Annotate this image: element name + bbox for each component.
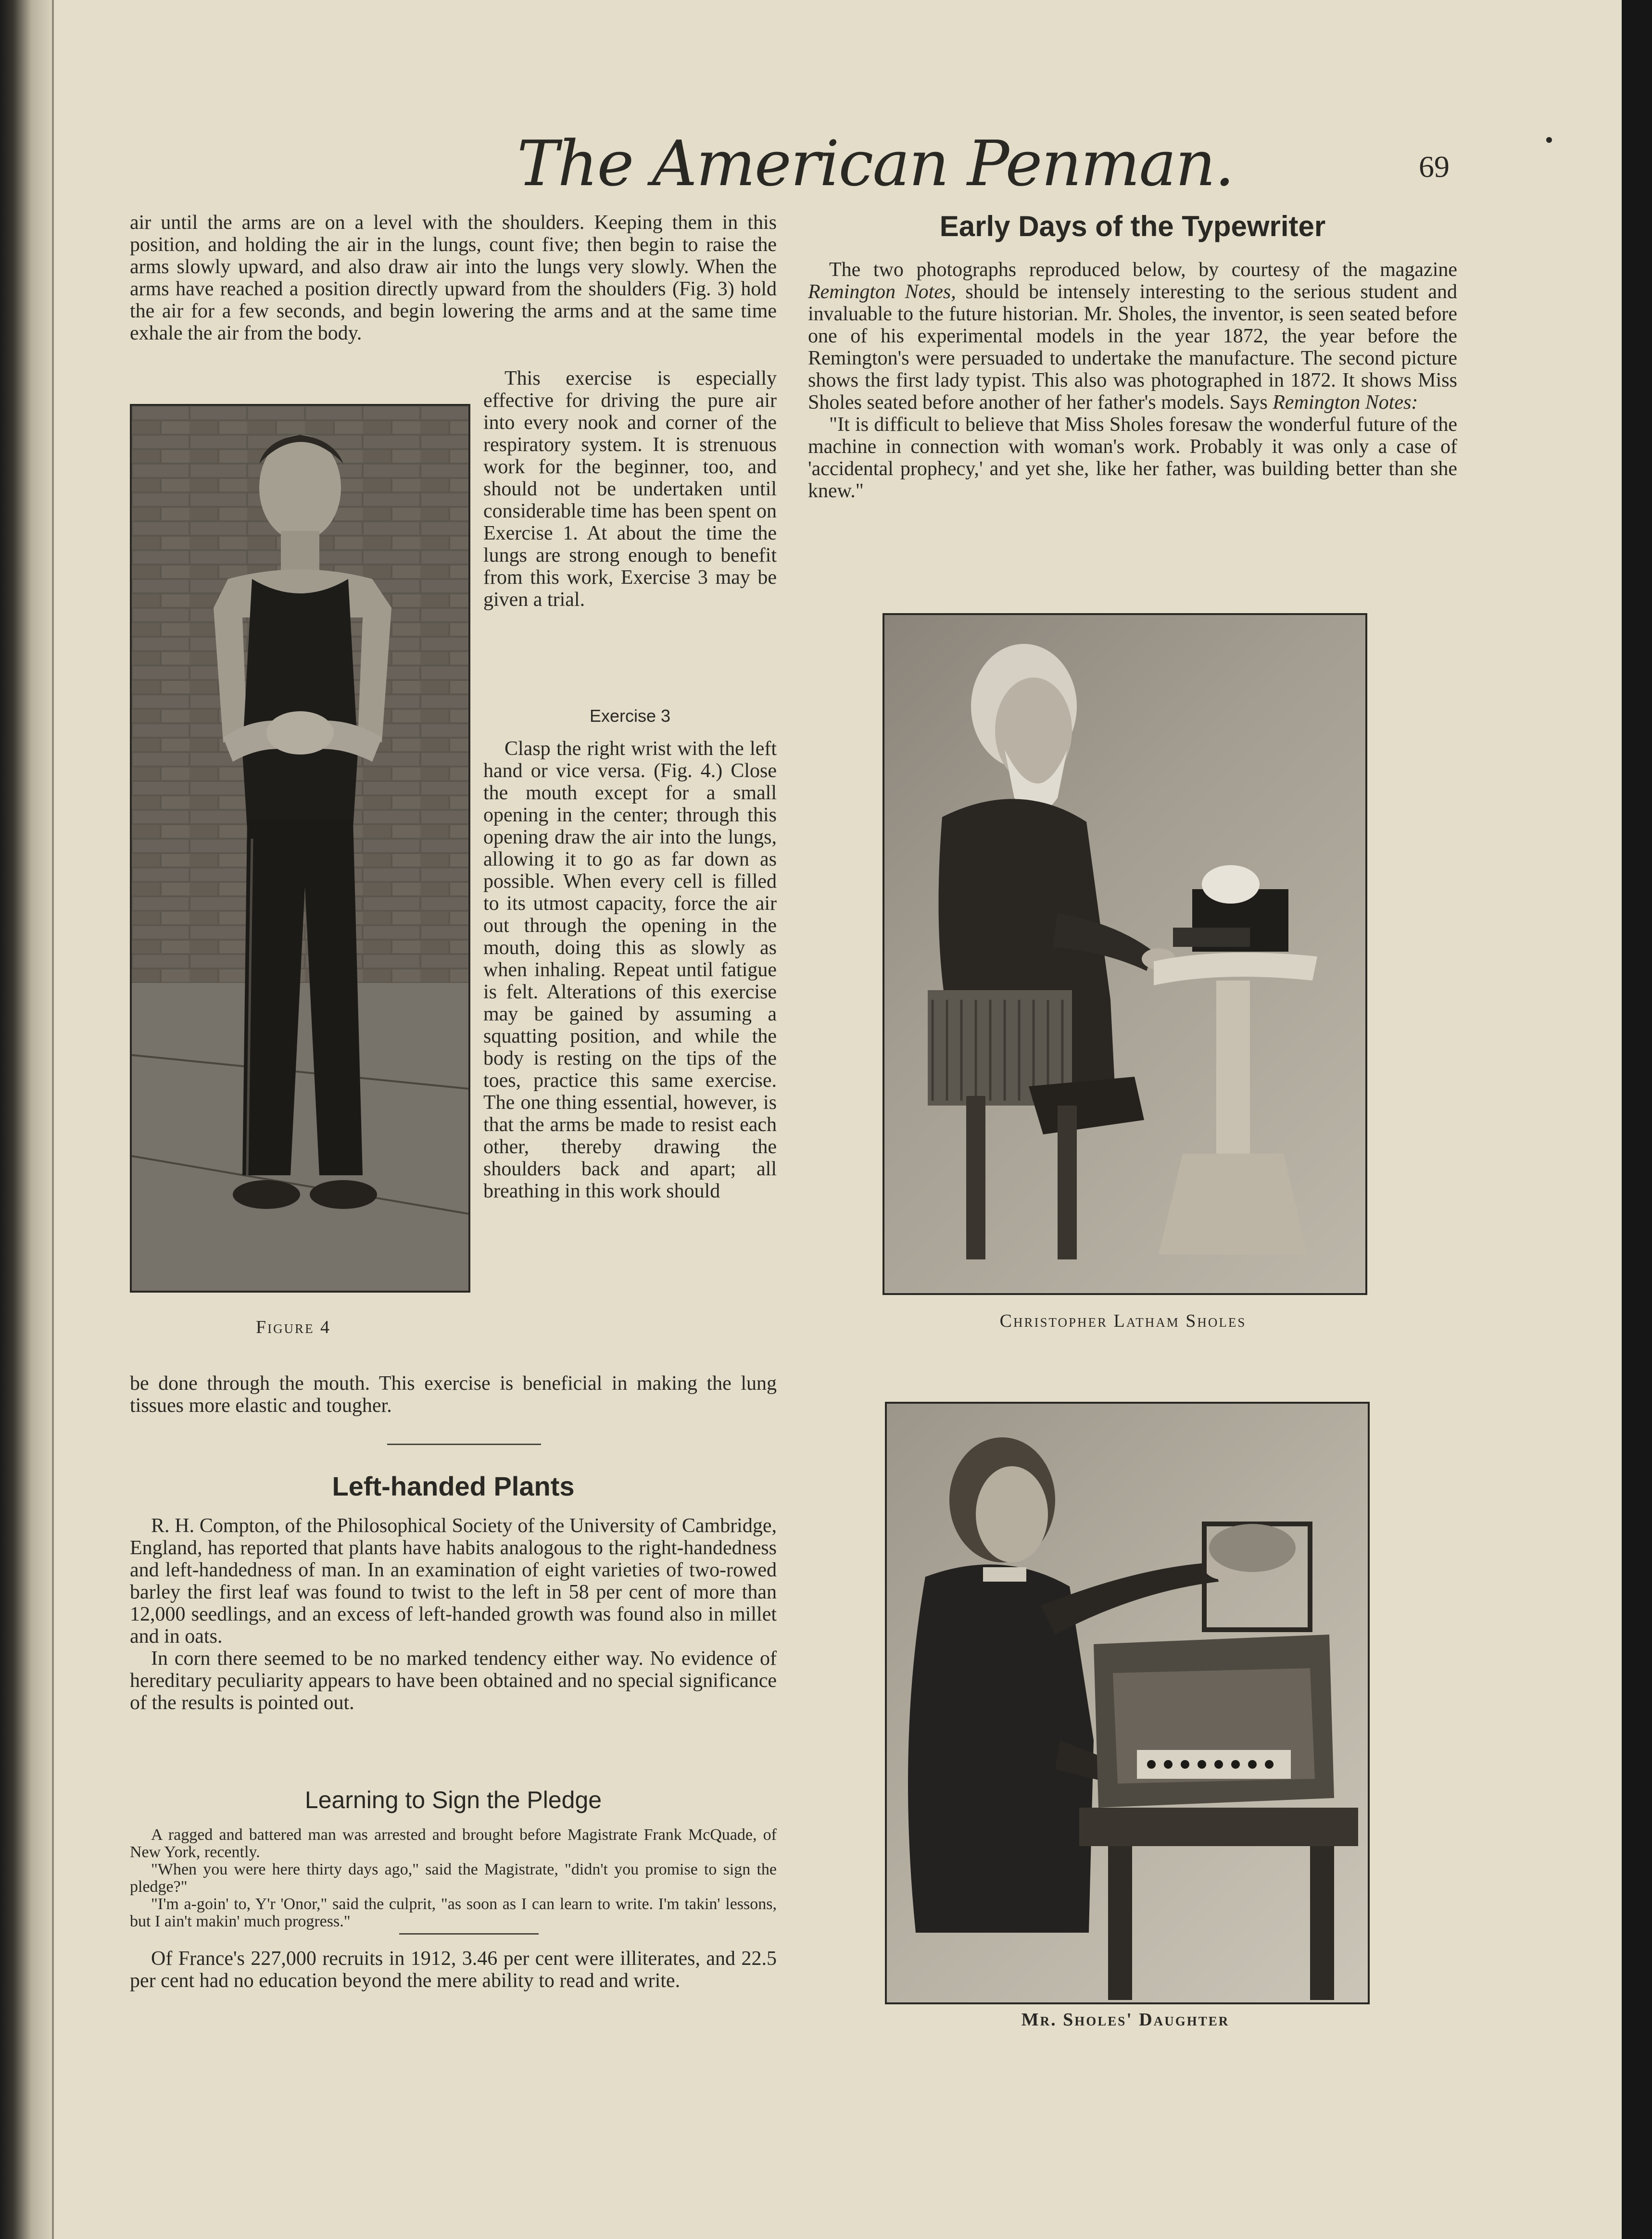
typewriter-article: The two photographs reproduced below, by courtesy of the magazine Remington Notes, should be intensely interesting to the serious student and invaluable to the future historian. Mr. Sholes, the inventor, is seen seated before one of his experimental models in the year 1872, the year before the Remington's were persuaded to undertake the manufacture. The second picture shows the first lady typist. This also was photographed in 1872. It shows Miss Sholes seated before another of her father's models. Says Remington Notes: "It is difficult to believe that Miss Sholes foresaw the wonderful future of the machine in connection with woman's work. Probably it was only a case of 'accidental prophecy,' and yet she, like her father, was building better than she knew." [808, 259, 1458, 502]
sholes-caption: Christopher Latham Sholes [999, 1311, 1247, 1331]
plants-article: R. H. Compton, of the Philosophical Society of the University of Cambridge, England, has reported that plants have habits analogous to the right-handedness and left-handedness of man. In an examination of eight varieties of two-rowed barley the first leaf was found to twist to the left in 58 per cent of more than 12,000 seedlings, and an excess of left-handed growth was found also in millet and in oats. In corn there seemed to be no marked tendency either way. No evidence of hereditary peculiarity appears to have been obtained and no special significance of the results is pointed out. [130, 1515, 777, 1714]
plants-heading: Left-handed Plants [332, 1471, 575, 1501]
book-spine [0, 0, 53, 2239]
pledge-article: A ragged and battered man was arrested and brought before Magistrate Frank McQuade, of New York, recently. "When you were here thirty days ago," said the Magistrate, "didn't you promise to sign the pledge?" "I'm a-goin' to, Y'r 'Onor," said the culprit, "as soon as I can learn to write. I'm takin' lessons, but I ain't makin' much progress." [130, 1826, 777, 1930]
intro-paragraph: air until the arms are on a level with the shoulders. Keeping them in this position, and holding the air in the lungs, count five; then begin to raise the arms slowly upward, and also draw air into the lungs very slowly. When the arms have reached a position directly upward from the shoulders (Fig. 3) hold the air for a few seconds, and begin lowering the arms and at the same time exhale the air from the body. [130, 212, 777, 344]
closing-line: be done through the mouth. This exercise is beneficial in making the lung tissues more elastic and tougher. [130, 1372, 777, 1417]
spine-edge [52, 0, 54, 2239]
exercise-3-heading: Exercise 3 [589, 706, 671, 726]
wrap-paragraph-1: This exercise is especially effective for driving the pure air into every nook and corner of the respiratory system. It is strenuous work for the beginner, too, and should not be undertaken until considerable time has been spent on Exercise 1. At about the time the lungs are strong enough to benefit from this work, Exercise 3 may be given a trial. [483, 367, 777, 611]
daughter-illustration [887, 1404, 1368, 2002]
page-edge-right [1622, 0, 1652, 2239]
masthead-title: The American Penman. [517, 127, 1234, 200]
daughter-photo [885, 1402, 1370, 2004]
sholes-illustration [884, 615, 1365, 1293]
sholes-photo [883, 613, 1367, 1295]
pledge-heading: Learning to Sign the Pledge [304, 1786, 602, 1813]
typewriter-heading: Early Days of the Typewriter [939, 210, 1326, 242]
ink-dot [1546, 137, 1552, 143]
page-number: 69 [1419, 150, 1450, 184]
wrap-paragraph-2: Clasp the right wrist with the left hand or vice versa. (Fig. 4.) Close the mouth except for a small opening in the center; through this opening draw the air into the lungs, allowing it to go as far down as possible. When every cell is filled to its utmost capacity, force the air out through the opening in the mouth, doing this as slowly as when inhaling. Repeat until fatigue is felt. Alterations of this exercise may be gained by assuming a squatting position, and while the body is resting on the tips of the toes, practice this same exercise. The one thing essential, however, is that the arms be made to resist each other, thereby drawing the shoulders back and apart; all breathing in this work should [483, 738, 777, 1202]
pledge-divider [399, 1933, 539, 1935]
daughter-caption: Mr. Sholes' Daughter [1021, 2010, 1230, 2030]
france-note: Of France's 227,000 recruits in 1912, 3.46 per cent were illiterates, and 22.5 per cent had no education beyond the mere ability to read and write. [130, 1948, 777, 1992]
figure-4-caption: Figure 4 [255, 1317, 331, 1337]
section-divider [387, 1444, 541, 1445]
figure-4-photo [130, 404, 470, 1293]
athlete-illustration [132, 406, 468, 1291]
